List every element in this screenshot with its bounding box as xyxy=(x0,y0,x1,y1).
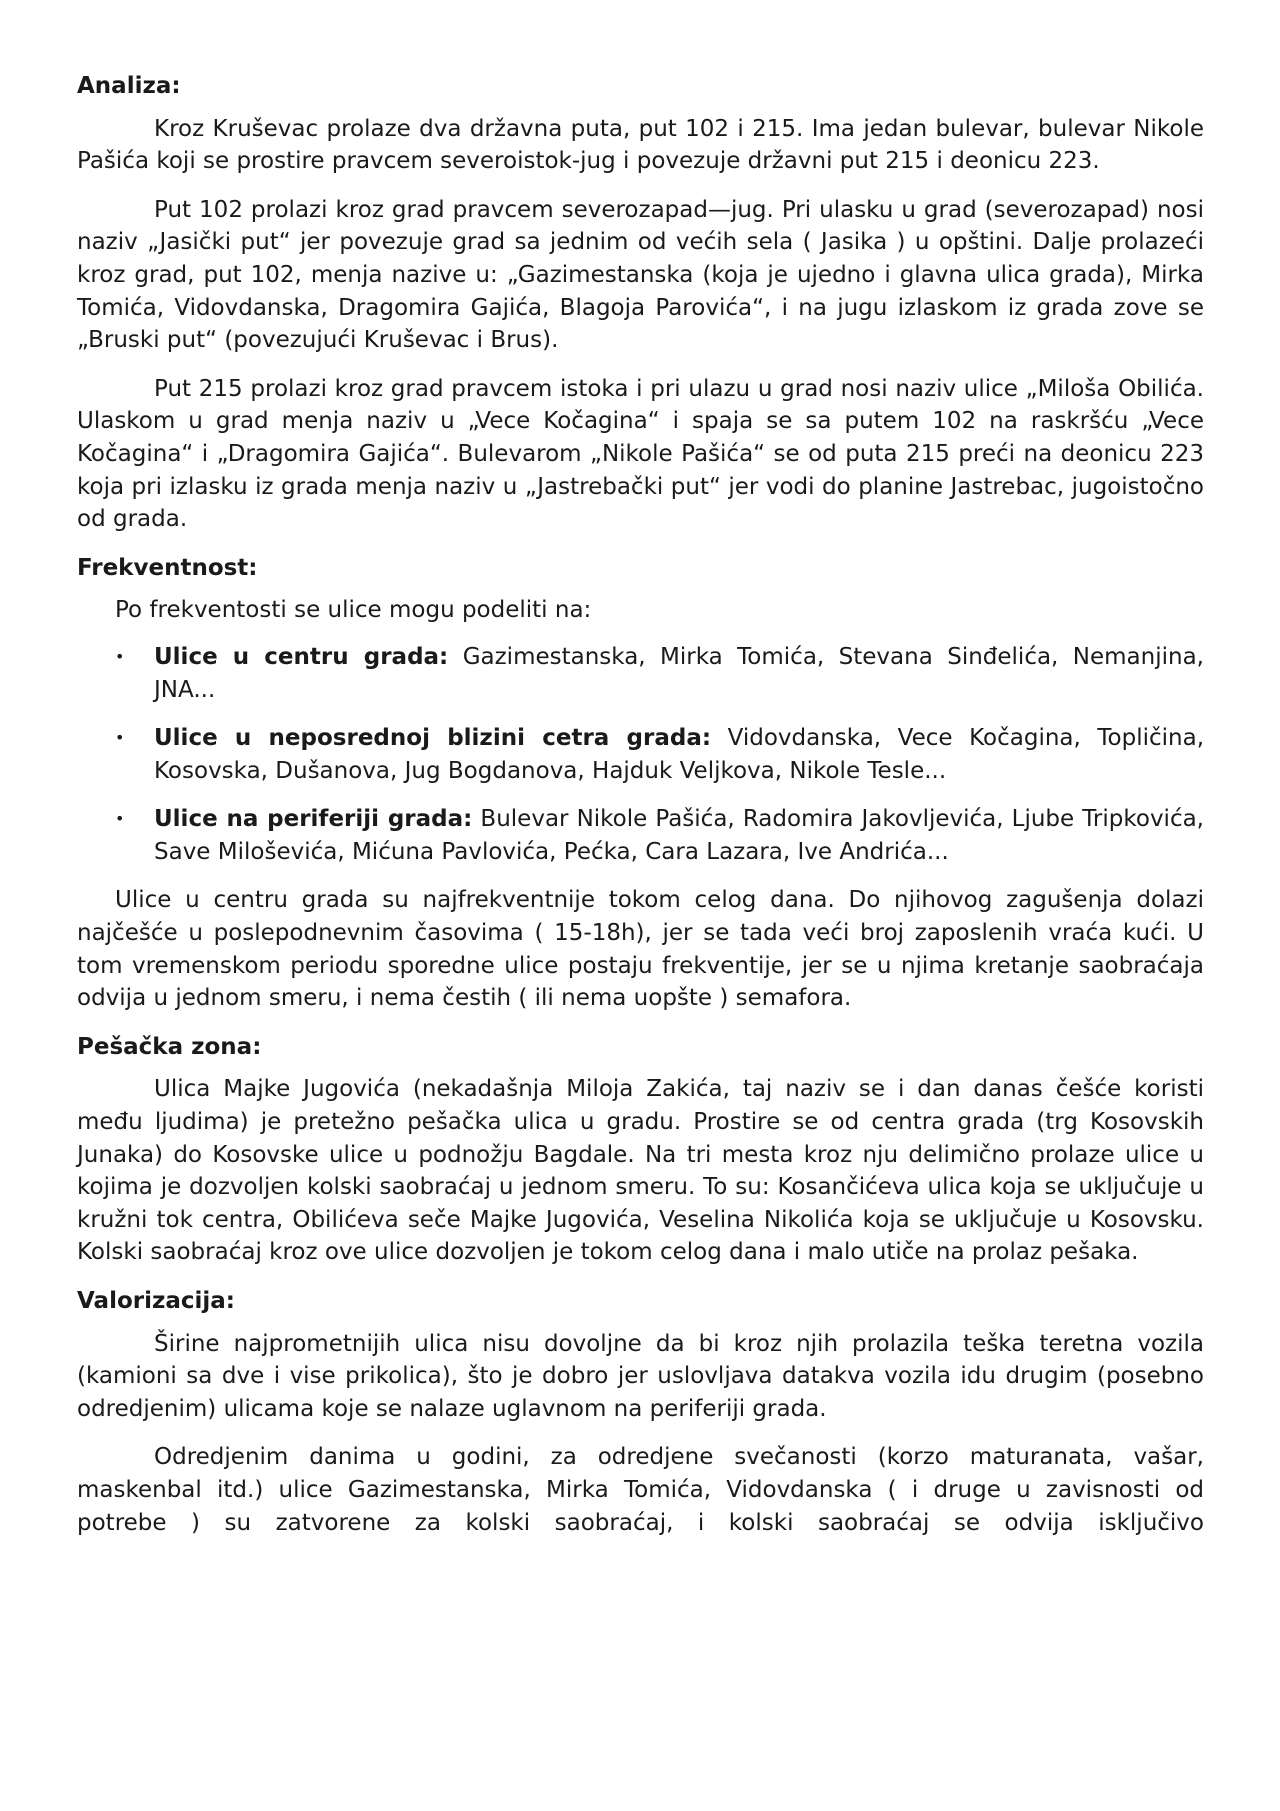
street-category-list xyxy=(77,641,1204,869)
frekventnost-intro: Po frekventosti se ulice mogu podeliti na: xyxy=(115,597,592,624)
bullet-icon: • xyxy=(115,809,125,829)
heading-valorizacija: Valorizacija: xyxy=(77,1288,236,1314)
list-item-text: Bulevar Nikole Pašića, Radomira Jakovljevića, Ljube Tripkovića, Save Miloševića, Mićuna Pavlovića, Pećka, Cara Lazara, Ive Andrića... xyxy=(154,806,1204,865)
valorizacija-paragraph-2: Odredjenim danima u godini, za odredjene svečanosti (korzo maturanata, vašar, maskenbal itd.) ulice Gazimestanska, Mirka Tomića, Vidovdanska ( i druge u zavisnosti od potrebe ) su zatvorene za kolski saobraćaj, i kolski saobraćaj se odvija isključivo xyxy=(77,1444,1204,1536)
bullet-icon: • xyxy=(115,646,125,666)
valorizacija-paragraph-1: Širine najprometnijih ulica nisu dovoljne da bi kroz njih prolazila teška teretna vozila (kamioni sa dve i vise prikolica), što je dobro jer uslovljava datakva vozila idu drugim (posebno odredjenim) ulicama koje se nalaze uglavnom na periferiji grada. xyxy=(77,1330,1204,1422)
pesacka-paragraph-1: Ulica Majke Jugovića (nekadašnja Miloja Zakića, taj naziv se i dan danas češće koristi među ljudima) je pretežno pešačka ulica u gradu. Prostire se od centra grada (trg Kosovskih Junaka) do Kosovske ulice u podnožju Bagdale. Na tri mesta kroz nju delimično prolaze ulice u kojima je dozvoljen kolski saobraćaj u jednom smeru. To su: Kosančićeva ulica koja se uključuje u kružni tok centra, Obilićeva seče Majke Jugovića, Veselina Nikolića koja se uključuje u Kosovsku. Kolski saobraćaj kroz ove ulice dozvoljen je tokom celog dana i malo utiče na prolaz pešaka. xyxy=(77,1076,1204,1266)
analiza-paragraph-2: Put 102 prolazi kroz grad pravcem severozapad—jug. Pri ulasku u grad (severozapad) nosi naziv „Jasički put“ jer povezuje grad sa jednim od većih sela ( Jasika ) u opštini. Dalje prolazeći kroz grad, put 102, menja nazive u: „Gazimestanska (koja je ujedno i glavna ulica grada), Mirka Tomića, Vidovdanska, Dragomira Gajića, Blagoja Parovića“, i na jugu izlaskom iz grada zove se „Bruski put“ (povezujući Kruševac i Brus). xyxy=(77,196,1204,354)
list-item-title: Ulice u neposrednoj blizini cetra grada: xyxy=(154,725,712,752)
list-item-text: Vidovdanska, Vece Kočagina, Topličina, Kosovska, Dušanova, Jug Bogdanova, Hajduk Veljkova, Nikole Tesle... xyxy=(154,725,1205,784)
analiza-paragraph-1: Kroz Kruševac prolaze dva državna puta, put 102 i 215. Ima jedan bulevar, bulevar Nikole Pašića koji se prostire pravcem severoistok-jug i povezuje državni put 215 i deonicu 223. xyxy=(77,115,1204,175)
heading-pesacka-zona: Pešačka zona: xyxy=(77,1033,262,1060)
document-page xyxy=(77,70,1204,1555)
list-item-title: Ulice na periferiji grada: xyxy=(154,806,473,833)
bullet-icon: • xyxy=(115,728,125,748)
list-item-title: Ulice u centru grada: xyxy=(154,643,449,670)
frekventnost-paragraph-1: Ulice u centru grada su najfrekventnije tokom celog dana. Do njihovog zagušenja dolazi najčešće u poslepodnevnim časovima ( 15-18h), jer se tada veći broj zaposlenih vraća kući. U tom vremenskom periodu sporedne ulice postaju frekventije, jer se u njima kretanje saobraćaja odvija u jednom smeru, i nema čestih ( ili nema uopšte ) semafora. xyxy=(77,887,1204,1012)
list-item-text: Gazimestanska, Mirka Tomića, Stevana Sinđelića, Nemanjina, JNA... xyxy=(154,643,1204,703)
list-item xyxy=(77,803,1204,868)
heading-analiza: Analiza: xyxy=(77,73,181,99)
analiza-paragraph-3: Put 215 prolazi kroz grad pravcem istoka i pri ulazu u grad nosi naziv ulice „Miloša Obilića. Ulaskom u grad menja naziv u „Vece Kočagina“ i spaja se sa putem 102 na raskršću „Vece Kočagina“ i „Dragomira Gajića“. Bulevarom „Nikole Pašića“ se od puta 215 preći na deonicu 223 koja pri izlasku iz grada menja naziv u „Jastrebački put“ jer vodi do planine Jastrebac, jugoistočno od grada. xyxy=(77,375,1204,533)
heading-frekventnost: Frekventnost: xyxy=(77,554,258,581)
list-item xyxy=(77,641,1204,706)
list-item xyxy=(77,722,1204,787)
